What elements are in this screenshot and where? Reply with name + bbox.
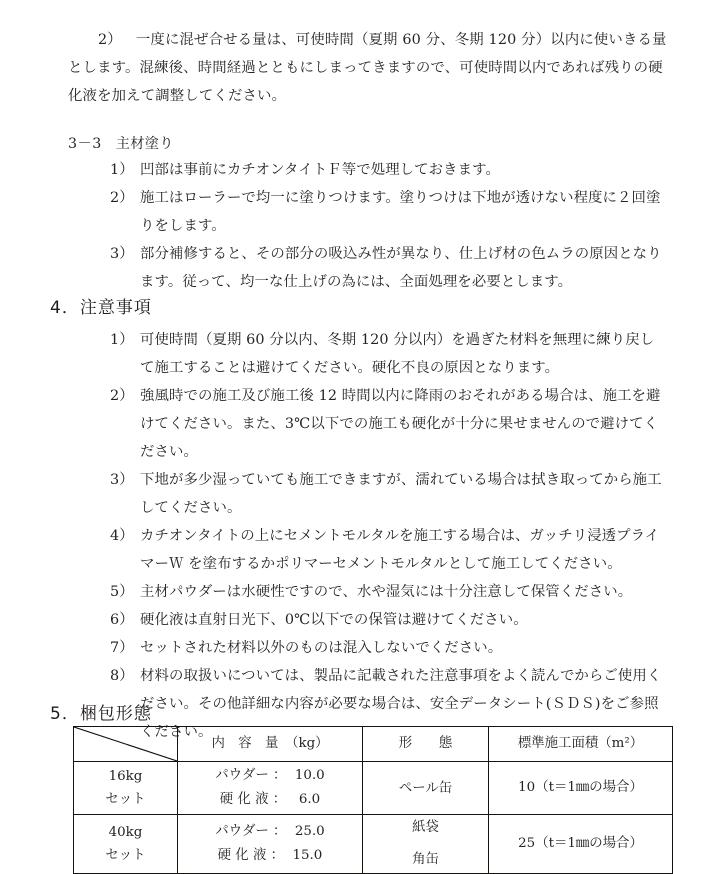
- list-item-marker: 3）: [110, 246, 134, 262]
- intro-paragraph: [68, 26, 668, 110]
- packaging-table-wrapper: [73, 726, 673, 874]
- list-item: [110, 466, 668, 522]
- section-4-list: [110, 326, 668, 746]
- table-cell-form: [363, 815, 489, 874]
- list-item: [110, 522, 668, 578]
- list-item-marker: 3）: [110, 472, 134, 488]
- list-item: [110, 634, 668, 662]
- subsection-3-3-list: [110, 156, 668, 296]
- list-item-text: 硬化液は直射日光下、0℃以下での保管は避けてください。: [140, 612, 528, 628]
- set-size: 40kg: [108, 825, 143, 840]
- powder-amount: パウダー ： 25.0: [215, 824, 325, 839]
- set-label: セット: [105, 792, 146, 807]
- list-item-text: 部分補修すると、その部分の吸込み性が異なり、仕上げ材の色ムラの原因となります。従って、均一な仕上げの為には、全面処理を必要とします。: [140, 246, 662, 290]
- list-item-marker: 1）: [110, 162, 134, 178]
- table-row: [74, 815, 673, 874]
- table-header-form: 形 態: [363, 727, 489, 762]
- intro-text: 一度に混ぜ合せる量は、可使時間（夏期 60 分、冬期 120 分）以内に使いきる量とします。混練後、時間経過とともにしまってきますので、可使時間以内であれば残りの硬化液を加えて調整してください。: [68, 32, 667, 104]
- section-5-heading: 5．梱包形態: [50, 704, 152, 724]
- table-cell-set-name: [74, 815, 178, 874]
- list-item-text: 主材パウダーは水硬性ですので、水や湿気には十分注意して保管ください。: [140, 584, 633, 600]
- table-cell-standard-area: 10（t＝1㎜の場合）: [489, 762, 673, 815]
- list-item-text: カチオンタイトの上にセメントモルタルを施工する場合は、ガッチリ浸透プライマーＷ を塗布するかポリマーセメントモルタルとして施工してください。: [140, 528, 660, 572]
- subsection-3-3-heading: [68, 131, 174, 157]
- form-type-primary: 紙袋: [412, 820, 439, 835]
- form-type: ペール缶: [398, 780, 453, 796]
- list-item: [110, 326, 668, 382]
- table-header-standard-area: 標準施工面積（m²）: [489, 727, 673, 762]
- list-item-marker: 2）: [110, 388, 134, 404]
- list-item-text: 下地が多少湿っていても施工できますが、濡れている場合は拭き取ってから施工してください。: [140, 472, 662, 516]
- intro-marker: 2）: [98, 32, 122, 48]
- list-item-text: セットされた材料以外のものは混入しないでください。: [140, 640, 503, 656]
- form-type-secondary: 角缶: [412, 852, 439, 867]
- list-item: [110, 184, 668, 240]
- packaging-table: [73, 726, 673, 874]
- table-cell-form: [363, 762, 489, 815]
- list-item-marker: 5）: [110, 584, 134, 600]
- table-header-row: [74, 727, 673, 762]
- section-4-heading: 4．注意事項: [50, 298, 152, 318]
- list-item-text: 凹部は事前にカチオンタイトＦ等で処理しておきます。: [140, 162, 500, 178]
- table-cell-set-name: [74, 762, 178, 815]
- table-header-content-volume: 内 容 量 （kg）: [178, 727, 363, 762]
- subsection-3-3-number: 3－3: [68, 136, 102, 152]
- table-cell-content-volume: [178, 762, 363, 815]
- table-corner-cell: [74, 727, 178, 762]
- list-item-marker: 2）: [110, 190, 134, 206]
- hardener-amount: 硬 化 液 ： 15.0: [217, 848, 323, 863]
- list-item: [110, 382, 668, 466]
- list-item-text: 強風時での施工及び施工後 12 時間以内に降雨のおそれがある場合は、施工を避けてください。また、3℃以下での施工も硬化が十分に果せませんので避けてください。: [140, 388, 661, 460]
- list-item-text: 可使時間（夏期 60 分以内、冬期 120 分以内）を過ぎた材料を無理に練り戻して施工することは避けてください。硬化不良の原因となります。: [140, 332, 655, 376]
- powder-amount: パウダー ： 10.0: [215, 768, 325, 783]
- table-cell-standard-area: 25（t＝1㎜の場合）: [489, 815, 673, 874]
- table-row: [74, 762, 673, 815]
- diagonal-line-icon: [74, 727, 177, 761]
- subsection-3-3-title: 主材塗り: [115, 136, 174, 152]
- list-item: [110, 156, 668, 184]
- table-cell-content-volume: [178, 815, 363, 874]
- list-item-marker: 4）: [110, 528, 134, 544]
- list-item-marker: 7）: [110, 640, 134, 656]
- list-item-marker: 6）: [110, 612, 134, 628]
- list-item-text: 施工はローラーで均一に塗りつけます。塗りつけは下地が透けない程度に２回塗りをします。: [140, 190, 661, 234]
- list-item-marker: 8）: [110, 668, 134, 684]
- list-item: [110, 578, 668, 606]
- list-item: [110, 240, 668, 296]
- list-item-marker: 1）: [110, 332, 134, 348]
- set-size: 16kg: [108, 769, 143, 784]
- list-item-text: 材料の取扱いについては、製品に記載された注意事項をよく読んでからご使用ください。その他詳細な内容が必要な場合は、安全データシート(ＳＤＳ)をご参照ください。: [140, 668, 662, 740]
- set-label: セット: [105, 848, 146, 863]
- hardener-amount: 硬 化 液 ： 6.0: [219, 792, 321, 807]
- list-item: [110, 606, 668, 634]
